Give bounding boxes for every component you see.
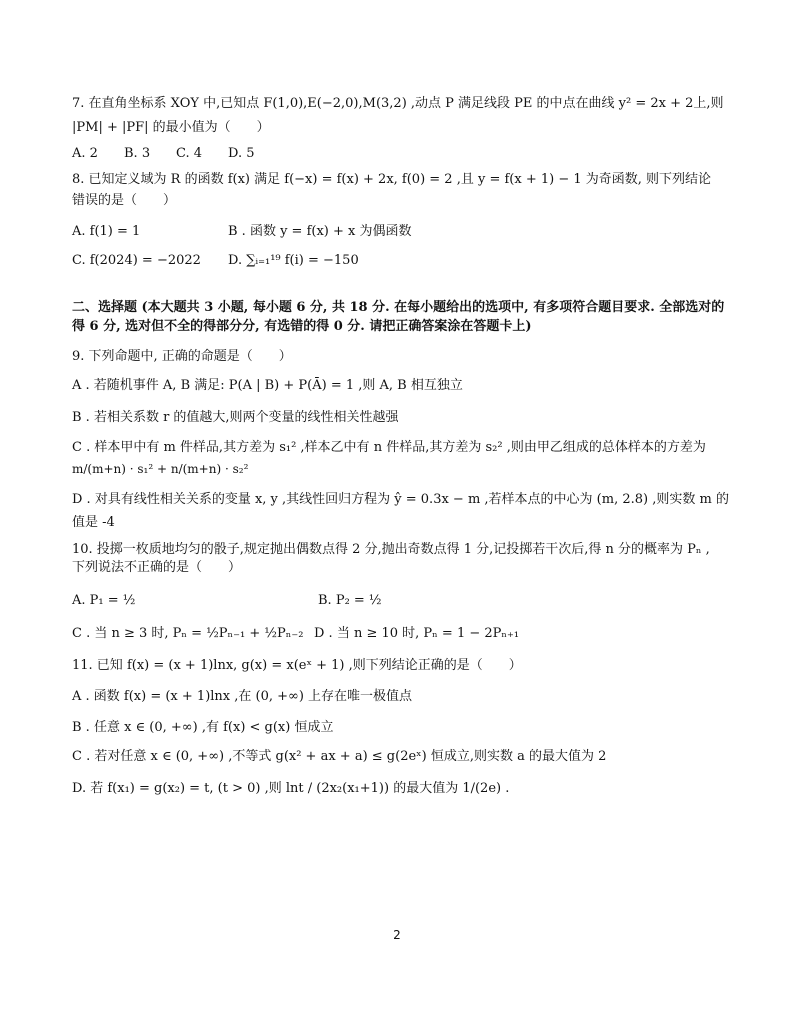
- question-8-option-c: C. f(2024) = −2022: [72, 253, 201, 268]
- section-2-heading-line-2: 得 6 分, 选对但不全的得部分分, 有选错的得 0 分. 请把正确答案涂在答题卡上): [72, 319, 532, 334]
- question-7-option-b: B. 3: [124, 146, 151, 161]
- section-2-heading-line-1: 二、选择题 (本大题共 3 小题, 每小题 6 分, 共 18 分. 在每小题给出的选项中, 有多项符合题目要求. 全部选对的: [72, 300, 725, 315]
- question-7-line-2: |PM| + |PF| 的最小值为（ ）: [72, 120, 270, 135]
- question-9-option-d-line-1: D . 对具有线性相关关系的变量 x, y ,其线性回归方程为 ŷ = 0.3x − m ,若样本点的中心为 (m, 2.8) ,则实数 m 的: [72, 492, 729, 507]
- question-10-option-c: C . 当 n ≥ 3 时, Pₙ = ½Pₙ₋₁ + ½Pₙ₋₂: [72, 626, 304, 641]
- question-11-stem: 11. 已知 f(x) = (x + 1)lnx, g(x) = x(eˣ + 1) ,则下列结论正确的是（ ）: [72, 658, 522, 673]
- question-9-stem: 9. 下列命题中, 正确的命题是（ ）: [72, 349, 292, 364]
- question-10-option-a: A. P₁ = ½: [72, 593, 136, 608]
- question-9-option-c-line-2: m/(m+n) · s₁² + n/(m+n) · s₂²: [72, 462, 249, 476]
- question-8-option-d: D. ∑ᵢ₌₁¹⁹ f(i) = −150: [228, 253, 359, 268]
- question-10-line-2: 下列说法不正确的是（ ）: [72, 560, 242, 575]
- question-9-option-c-line-1: C . 样本甲中有 m 件样品,其方差为 s₁² ,样本乙中有 n 件样品,其方差为 s₂² ,则由甲乙组成的总体样本的方差为: [72, 440, 706, 455]
- question-9-option-b: B . 若相关系数 r 的值越大,则两个变量的线性相关性越强: [72, 410, 399, 425]
- question-10-line-1: 10. 投掷一枚质地均匀的骰子,规定抛出偶数点得 2 分,抛出奇数点得 1 分,记投掷若干次后,得 n 分的概率为 Pₙ ,: [72, 542, 710, 557]
- question-10-option-b: B. P₂ = ½: [318, 593, 382, 608]
- question-9-option-d-line-2: 值是 -4: [72, 515, 115, 530]
- question-8-line-2: 错误的是（ ）: [72, 193, 177, 208]
- question-7-option-a: A. 2: [72, 146, 98, 161]
- question-8-line-1: 8. 已知定义域为 R 的函数 f(x) 满足 f(−x) = f(x) + 2x, f(0) = 2 ,且 y = f(x + 1) − 1 为奇函数, 则下列结论: [72, 172, 712, 187]
- question-11-option-b: B . 任意 x ∈ (0, +∞) ,有 f(x) < g(x) 恒成立: [72, 720, 334, 735]
- question-7-option-c: C. 4: [176, 146, 203, 161]
- question-8-option-a: A. f(1) = 1: [72, 224, 141, 239]
- question-11-option-d: D. 若 f(x₁) = g(x₂) = t, (t > 0) ,则 lnt / (2x₂(x₁+1)) 的最大值为 1/(2e) .: [72, 781, 510, 796]
- page-number: 2: [393, 928, 401, 942]
- question-10-option-d: D . 当 n ≥ 10 时, Pₙ = 1 − 2Pₙ₊₁: [314, 626, 520, 641]
- question-11-option-a: A . 函数 f(x) = (x + 1)lnx ,在 (0, +∞) 上存在唯一极值点: [72, 689, 413, 704]
- question-8-option-b: B . 函数 y = f(x) + x 为偶函数: [228, 224, 412, 239]
- question-9-option-a: A . 若随机事件 A, B 满足: P(A | B) + P(Ā) = 1 ,则 A, B 相互独立: [72, 378, 463, 393]
- question-11-option-c: C . 若对任意 x ∈ (0, +∞) ,不等式 g(x² + ax + a) ≤ g(2eˣ) 恒成立,则实数 a 的最大值为 2: [72, 749, 607, 764]
- question-7-line-1: 7. 在直角坐标系 XOY 中,已知点 F(1,0),E(−2,0),M(3,2) ,动点 P 满足线段 PE 的中点在曲线 y² = 2x + 2上,则: [72, 96, 724, 111]
- question-7-option-d: D. 5: [228, 146, 255, 161]
